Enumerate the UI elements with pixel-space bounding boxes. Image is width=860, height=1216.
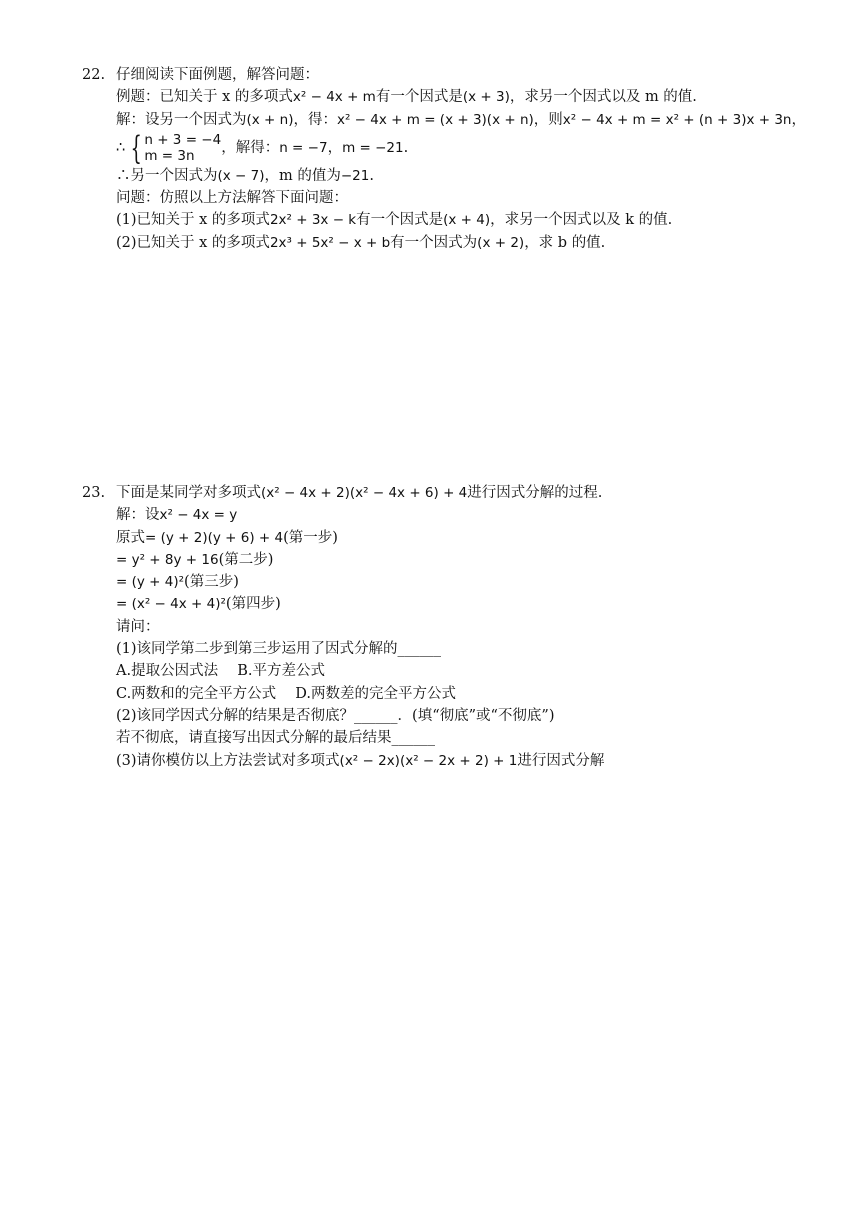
math-expression: (x + 4) xyxy=(443,212,491,229)
math-expression: x² − 4x + m = (x + 3)(x + n) xyxy=(336,111,534,128)
q23-step-0 xyxy=(82,504,802,526)
math-expression: = (y + 2)(y + 6) + 4 xyxy=(145,529,284,546)
math-expression: (x² − 2x)(x² − 2x + 2) + 1 xyxy=(339,752,518,769)
math-expression: (x + 2) xyxy=(477,234,525,251)
text: (第二步) xyxy=(218,551,274,568)
text: . xyxy=(403,139,409,156)
math-expression: −21 xyxy=(340,167,370,184)
q22-solution xyxy=(82,109,806,131)
text: 下面是某同学对多项式 xyxy=(116,485,261,501)
text: ，解得： xyxy=(221,139,280,156)
q23-part-2b: 若不彻底，请直接写出因式分解的最后结果______ xyxy=(116,730,435,747)
text: ，求另一个因式以及 k 的值. xyxy=(490,212,673,229)
text: 解：设 xyxy=(116,507,160,524)
q22-part-1 xyxy=(82,209,802,231)
q23-step-3 xyxy=(82,571,802,593)
text: 原式 xyxy=(116,529,145,546)
equation-system xyxy=(130,128,222,167)
text: ∴另一个因式为 xyxy=(116,167,218,184)
math-expression: = (y + 4)² xyxy=(116,574,185,591)
text: (2)已知关于 x 的多项式 xyxy=(116,234,270,251)
q22-part-2 xyxy=(82,232,802,254)
math-expression: (x² − 4x + 2)(x² − 4x + 6) + 4 xyxy=(261,485,468,501)
q22-conclusion xyxy=(82,165,802,187)
q22-example xyxy=(82,86,802,108)
system-row-1: n + 3 = −4 xyxy=(144,131,222,148)
text: 例题：已知关于 x 的多项式 xyxy=(116,89,293,106)
q22-system-line xyxy=(82,128,802,167)
q23-title-line xyxy=(82,482,802,504)
text: 有一个因式是 xyxy=(375,89,463,106)
q22-title: 仔细阅读下面例题，解答问题： xyxy=(116,67,319,83)
text: 进行因式分解 xyxy=(517,752,605,769)
text: ，得： xyxy=(293,111,337,128)
question-23 xyxy=(82,482,802,772)
math-expression: 2x² + 3x − k xyxy=(269,212,357,229)
therefore-symbol: ∴ xyxy=(116,139,126,156)
q22-number: 22. xyxy=(82,67,106,83)
math-expression: (x + 3) xyxy=(462,89,510,106)
text: 进行因式分解的过程. xyxy=(467,485,603,501)
system-rows xyxy=(144,132,221,164)
text: (第一步) xyxy=(283,529,338,546)
q23-step-4 xyxy=(82,593,802,615)
q22-question-prompt: 问题：仿照以上方法解答下面问题： xyxy=(116,190,348,207)
q23-options-row-1: A.提取公因式法 B.平方差公式 xyxy=(116,663,325,680)
q23-part-1: (1)该同学第二步到第三步运用了因式分解的______ xyxy=(116,641,442,658)
text: ，m 的值为 xyxy=(264,167,341,184)
text: ，求 b 的值. xyxy=(524,234,606,251)
text: (3)请你模仿以上方法尝试对多项式 xyxy=(116,752,340,769)
math-expression: (x + n) xyxy=(246,111,294,128)
math-expression: 2x³ + 5x² − x + b xyxy=(269,234,391,251)
text: (1)已知关于 x 的多项式 xyxy=(116,212,270,229)
math-expression: n = −7 xyxy=(279,139,328,156)
q23-step-2 xyxy=(82,549,802,571)
text: 有一个因式为 xyxy=(390,234,478,251)
text: ， xyxy=(791,111,806,128)
text: 有一个因式是 xyxy=(356,212,444,229)
brace-symbol: { xyxy=(130,128,142,167)
math-expression: x² − 4x = y xyxy=(159,507,238,524)
q23-part-3 xyxy=(82,750,802,772)
q23-options-row-2: C.两数和的完全平方公式 D.两数差的完全平方公式 xyxy=(116,685,457,702)
text: (第三步) xyxy=(184,574,239,591)
q23-step-1 xyxy=(82,527,802,549)
system-row-2: m = 3n xyxy=(144,147,195,164)
q23-ask: 请问： xyxy=(116,618,160,635)
q23-part-2: (2)该同学因式分解的结果是否彻底？______．(填“彻底”或“不彻底”) xyxy=(116,707,555,724)
math-expression: (x − 7) xyxy=(217,167,265,184)
question-22 xyxy=(82,64,806,254)
text: ，则 xyxy=(533,111,563,128)
text: ， xyxy=(327,139,343,156)
math-expression: x² − 4x + m xyxy=(292,89,376,106)
math-expression: = (x² − 4x + 4)² xyxy=(116,596,226,613)
text: (第四步) xyxy=(225,596,281,613)
text: ，求另一个因式以及 m 的值. xyxy=(509,89,697,106)
q23-number: 23. xyxy=(82,485,106,501)
text: 解：设另一个因式为 xyxy=(116,111,247,128)
text: . xyxy=(369,167,374,184)
math-expression: = y² + 8y + 16 xyxy=(116,551,219,568)
q22-title-line xyxy=(82,64,802,86)
math-expression: m = −21 xyxy=(342,139,404,156)
math-expression: x² − 4x + m = x² + (n + 3)x + 3n xyxy=(562,111,792,128)
